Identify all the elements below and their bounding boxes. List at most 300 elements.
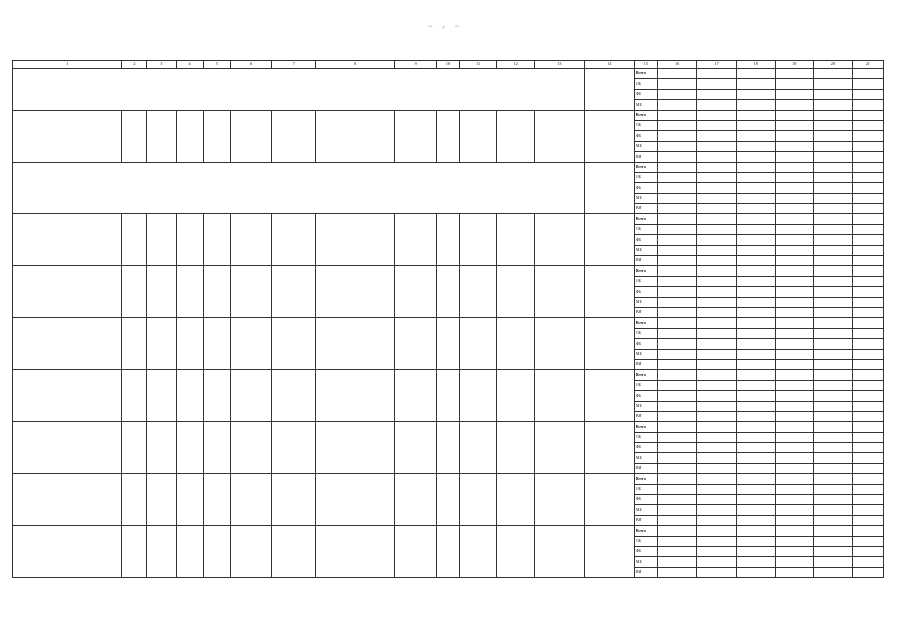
work-type-cell — [395, 110, 437, 162]
amount-cell — [657, 152, 697, 162]
remaining-cost-cell — [497, 370, 535, 422]
amount-cell — [775, 204, 814, 214]
amount-cell — [814, 276, 853, 286]
recipient-cell — [534, 214, 584, 266]
amount-cell — [814, 120, 853, 130]
document-cell — [272, 422, 316, 474]
ministry-cell — [584, 370, 634, 422]
amount-cell — [852, 79, 883, 89]
amount-cell — [736, 495, 775, 505]
amount-cell — [775, 370, 814, 380]
unit-cell — [122, 110, 147, 162]
amount-cell — [697, 443, 737, 453]
object-name — [13, 526, 122, 578]
amount-cell — [657, 546, 697, 556]
column-number: 17 — [697, 61, 737, 69]
amount-cell — [736, 515, 775, 525]
recipient-cell — [534, 266, 584, 318]
amount-cell — [814, 318, 853, 328]
document-cell — [272, 318, 316, 370]
amount-cell — [736, 172, 775, 182]
remaining-cost-cell — [497, 214, 535, 266]
amount-cell — [814, 100, 853, 110]
unit-cell — [122, 474, 147, 526]
amount-cell — [814, 474, 853, 484]
column-number: 6 — [230, 61, 272, 69]
amount-cell — [697, 349, 737, 359]
amount-cell — [736, 214, 775, 224]
amount-cell — [657, 131, 697, 141]
fund-label: ФБ — [634, 89, 657, 99]
fund-label: Всего — [634, 474, 657, 484]
amount-cell — [697, 69, 737, 79]
fund-label: ВИ — [634, 152, 657, 162]
end-year-cell — [203, 214, 230, 266]
amount-cell — [775, 515, 814, 525]
document-cell — [316, 318, 395, 370]
object-name — [13, 318, 122, 370]
column-number: 11 — [459, 61, 497, 69]
table-row — [13, 370, 884, 380]
table-row — [13, 110, 884, 120]
object-name — [13, 266, 122, 318]
amount-cell — [775, 391, 814, 401]
fund-label: ОБ — [634, 536, 657, 546]
amount-cell — [657, 256, 697, 266]
amount-cell — [814, 453, 853, 463]
remaining-cost-cell — [497, 318, 535, 370]
amount-cell — [736, 505, 775, 515]
fund-label: ФБ — [634, 495, 657, 505]
amount-cell — [736, 141, 775, 151]
amount-cell — [852, 69, 883, 79]
amount-cell — [657, 526, 697, 536]
amount-cell — [736, 245, 775, 255]
amount-cell — [852, 172, 883, 182]
amount-cell — [657, 224, 697, 234]
amount-cell — [657, 391, 697, 401]
column-number: 9 — [395, 61, 437, 69]
amount-cell — [852, 411, 883, 421]
amount-cell — [697, 245, 737, 255]
amount-cell — [775, 432, 814, 442]
amount-cell — [814, 110, 853, 120]
amount-cell — [736, 453, 775, 463]
amount-cell — [697, 214, 737, 224]
amount-cell — [814, 152, 853, 162]
program-table — [12, 60, 884, 578]
fund-label: ФБ — [634, 287, 657, 297]
amount-cell — [814, 567, 853, 577]
amount-cell — [852, 484, 883, 494]
amount-cell — [775, 474, 814, 484]
amount-cell — [657, 422, 697, 432]
column-number: 1 — [13, 61, 122, 69]
amount-cell — [657, 370, 697, 380]
amount-cell — [697, 162, 737, 172]
amount-cell — [697, 110, 737, 120]
amount-cell — [736, 287, 775, 297]
amount-cell — [852, 276, 883, 286]
amount-cell — [736, 235, 775, 245]
fund-label: Всего — [634, 266, 657, 276]
amount-cell — [736, 432, 775, 442]
fund-source-cell — [436, 318, 459, 370]
amount-cell — [775, 235, 814, 245]
fund-label: Всего — [634, 422, 657, 432]
ministry-cell — [584, 474, 634, 526]
amount-cell — [736, 204, 775, 214]
amount-cell — [775, 245, 814, 255]
fund-label: ФБ — [634, 183, 657, 193]
amount-cell — [852, 328, 883, 338]
document-cell — [230, 266, 272, 318]
cost-cell — [459, 370, 497, 422]
fund-label: ВИ — [634, 515, 657, 525]
amount-cell — [697, 536, 737, 546]
amount-cell — [736, 443, 775, 453]
amount-cell — [697, 495, 737, 505]
amount-cell — [775, 318, 814, 328]
capacity-cell — [147, 318, 176, 370]
fund-label: МБ — [634, 100, 657, 110]
amount-cell — [736, 359, 775, 369]
amount-cell — [775, 89, 814, 99]
amount-cell — [814, 359, 853, 369]
amount-cell — [775, 214, 814, 224]
amount-cell — [657, 307, 697, 317]
document-cell — [272, 214, 316, 266]
document-cell — [272, 266, 316, 318]
amount-cell — [697, 287, 737, 297]
recipient-cell — [534, 318, 584, 370]
object-name — [13, 214, 122, 266]
amount-cell — [852, 120, 883, 130]
amount-cell — [775, 100, 814, 110]
amount-cell — [775, 453, 814, 463]
ministry-cell — [584, 526, 634, 578]
amount-cell — [657, 443, 697, 453]
fund-label: ОБ — [634, 484, 657, 494]
end-year-cell — [203, 526, 230, 578]
amount-cell — [775, 495, 814, 505]
fund-label: Всего — [634, 318, 657, 328]
amount-cell — [657, 141, 697, 151]
fund-label: Всего — [634, 526, 657, 536]
ministry-cell — [584, 69, 634, 111]
amount-cell — [814, 443, 853, 453]
amount-cell — [775, 193, 814, 203]
amount-cell — [775, 307, 814, 317]
object-name — [13, 474, 122, 526]
amount-cell — [697, 380, 737, 390]
amount-cell — [814, 69, 853, 79]
amount-cell — [657, 505, 697, 515]
fund-label: Всего — [634, 370, 657, 380]
fund-label: МБ — [634, 245, 657, 255]
amount-cell — [736, 256, 775, 266]
amount-cell — [736, 391, 775, 401]
end-year-cell — [203, 370, 230, 422]
amount-cell — [736, 463, 775, 473]
amount-cell — [852, 443, 883, 453]
start-year-cell — [176, 266, 203, 318]
amount-cell — [775, 349, 814, 359]
amount-cell — [697, 318, 737, 328]
table-row — [13, 474, 884, 484]
fund-label: ОБ — [634, 380, 657, 390]
document-cell — [316, 214, 395, 266]
amount-cell — [852, 224, 883, 234]
amount-cell — [814, 131, 853, 141]
fund-label: ОБ — [634, 276, 657, 286]
document-cell — [230, 318, 272, 370]
amount-cell — [697, 152, 737, 162]
amount-cell — [814, 484, 853, 494]
amount-cell — [814, 546, 853, 556]
amount-cell — [697, 100, 737, 110]
amount-cell — [775, 152, 814, 162]
start-year-cell — [176, 110, 203, 162]
work-type-cell — [395, 526, 437, 578]
amount-cell — [775, 297, 814, 307]
amount-cell — [697, 401, 737, 411]
amount-cell — [814, 515, 853, 525]
cost-cell — [459, 474, 497, 526]
fund-label: ОБ — [634, 224, 657, 234]
amount-cell — [736, 266, 775, 276]
amount-cell — [775, 463, 814, 473]
fund-label: МБ — [634, 557, 657, 567]
fund-label: Всего — [634, 110, 657, 120]
amount-cell — [814, 204, 853, 214]
cost-cell — [459, 422, 497, 474]
amount-cell — [736, 474, 775, 484]
column-number: 19 — [775, 61, 814, 69]
amount-cell — [736, 370, 775, 380]
amount-cell — [657, 557, 697, 567]
amount-cell — [657, 515, 697, 525]
amount-cell — [852, 297, 883, 307]
amount-cell — [736, 546, 775, 556]
amount-cell — [814, 505, 853, 515]
amount-cell — [697, 453, 737, 463]
amount-cell — [697, 120, 737, 130]
fund-label: ОБ — [634, 79, 657, 89]
amount-cell — [657, 484, 697, 494]
amount-cell — [814, 328, 853, 338]
amount-cell — [657, 318, 697, 328]
fund-source-cell — [436, 110, 459, 162]
amount-cell — [775, 359, 814, 369]
document-cell — [316, 370, 395, 422]
amount-cell — [775, 224, 814, 234]
amount-cell — [814, 557, 853, 567]
fund-source-cell — [436, 370, 459, 422]
amount-cell — [814, 79, 853, 89]
amount-cell — [852, 432, 883, 442]
amount-cell — [814, 349, 853, 359]
amount-cell — [736, 276, 775, 286]
amount-cell — [852, 193, 883, 203]
amount-cell — [697, 557, 737, 567]
amount-cell — [852, 401, 883, 411]
ministry-cell — [584, 162, 634, 214]
amount-cell — [697, 422, 737, 432]
amount-cell — [814, 370, 853, 380]
document-cell — [316, 266, 395, 318]
amount-cell — [697, 515, 737, 525]
amount-cell — [697, 546, 737, 556]
amount-cell — [852, 235, 883, 245]
remaining-cost-cell — [497, 526, 535, 578]
amount-cell — [814, 411, 853, 421]
column-number: 10 — [436, 61, 459, 69]
amount-cell — [814, 172, 853, 182]
amount-cell — [814, 297, 853, 307]
amount-cell — [775, 546, 814, 556]
column-number: 8 — [316, 61, 395, 69]
amount-cell — [697, 474, 737, 484]
amount-cell — [657, 120, 697, 130]
amount-cell — [657, 359, 697, 369]
amount-cell — [736, 526, 775, 536]
amount-cell — [852, 463, 883, 473]
fund-source-cell — [436, 474, 459, 526]
amount-cell — [736, 120, 775, 130]
amount-cell — [657, 204, 697, 214]
amount-cell — [852, 245, 883, 255]
recipient-cell — [534, 526, 584, 578]
table-row — [13, 69, 884, 79]
amount-cell — [814, 287, 853, 297]
amount-cell — [852, 546, 883, 556]
amount-cell — [736, 557, 775, 567]
fund-label: ОБ — [634, 328, 657, 338]
amount-cell — [852, 214, 883, 224]
amount-cell — [657, 183, 697, 193]
fund-label: ВИ — [634, 411, 657, 421]
section-title — [13, 162, 585, 214]
object-name — [13, 110, 122, 162]
fund-label: ОБ — [634, 120, 657, 130]
cost-cell — [459, 214, 497, 266]
unit-cell — [122, 266, 147, 318]
amount-cell — [697, 370, 737, 380]
amount-cell — [852, 515, 883, 525]
amount-cell — [736, 183, 775, 193]
amount-cell — [775, 266, 814, 276]
work-type-cell — [395, 422, 437, 474]
amount-cell — [814, 235, 853, 245]
capacity-cell — [147, 266, 176, 318]
amount-cell — [736, 349, 775, 359]
handwritten-mark: ~ ⸗ ~ — [424, 22, 462, 31]
fund-source-cell — [436, 214, 459, 266]
amount-cell — [657, 432, 697, 442]
fund-label: МБ — [634, 193, 657, 203]
amount-cell — [852, 204, 883, 214]
fund-source-cell — [436, 266, 459, 318]
amount-cell — [814, 526, 853, 536]
capacity-cell — [147, 526, 176, 578]
amount-cell — [775, 162, 814, 172]
amount-cell — [736, 380, 775, 390]
amount-cell — [657, 110, 697, 120]
amount-cell — [697, 183, 737, 193]
work-type-cell — [395, 318, 437, 370]
document-cell — [316, 110, 395, 162]
amount-cell — [814, 380, 853, 390]
unit-cell — [122, 422, 147, 474]
work-type-cell — [395, 370, 437, 422]
column-number: 2 — [122, 61, 147, 69]
table-row — [13, 162, 884, 172]
amount-cell — [736, 152, 775, 162]
unit-cell — [122, 526, 147, 578]
amount-cell — [657, 266, 697, 276]
fund-label: МБ — [634, 297, 657, 307]
remaining-cost-cell — [497, 474, 535, 526]
amount-cell — [657, 79, 697, 89]
amount-cell — [697, 391, 737, 401]
amount-cell — [775, 79, 814, 89]
amount-cell — [736, 193, 775, 203]
amount-cell — [657, 172, 697, 182]
capacity-cell — [147, 370, 176, 422]
fund-label: МБ — [634, 505, 657, 515]
column-number: 4 — [176, 61, 203, 69]
amount-cell — [775, 131, 814, 141]
table-row — [13, 526, 884, 536]
amount-cell — [775, 526, 814, 536]
amount-cell — [657, 245, 697, 255]
fund-label: МБ — [634, 349, 657, 359]
column-number: 13 — [534, 61, 584, 69]
amount-cell — [697, 131, 737, 141]
amount-cell — [697, 193, 737, 203]
amount-cell — [736, 297, 775, 307]
amount-cell — [657, 69, 697, 79]
amount-cell — [697, 89, 737, 99]
recipient-cell — [534, 422, 584, 474]
amount-cell — [852, 141, 883, 151]
amount-cell — [657, 453, 697, 463]
end-year-cell — [203, 110, 230, 162]
unit-cell — [122, 370, 147, 422]
amount-cell — [657, 536, 697, 546]
amount-cell — [697, 505, 737, 515]
amount-cell — [814, 193, 853, 203]
capacity-cell — [147, 474, 176, 526]
amount-cell — [657, 567, 697, 577]
amount-cell — [852, 391, 883, 401]
amount-cell — [814, 183, 853, 193]
amount-cell — [775, 401, 814, 411]
start-year-cell — [176, 370, 203, 422]
amount-cell — [814, 391, 853, 401]
table-row — [13, 214, 884, 224]
document-cell — [230, 422, 272, 474]
amount-cell — [657, 328, 697, 338]
amount-cell — [657, 401, 697, 411]
fund-label: ФБ — [634, 443, 657, 453]
column-number: 20 — [814, 61, 853, 69]
amount-cell — [852, 100, 883, 110]
document-cell — [230, 526, 272, 578]
amount-cell — [775, 110, 814, 120]
unit-cell — [122, 214, 147, 266]
